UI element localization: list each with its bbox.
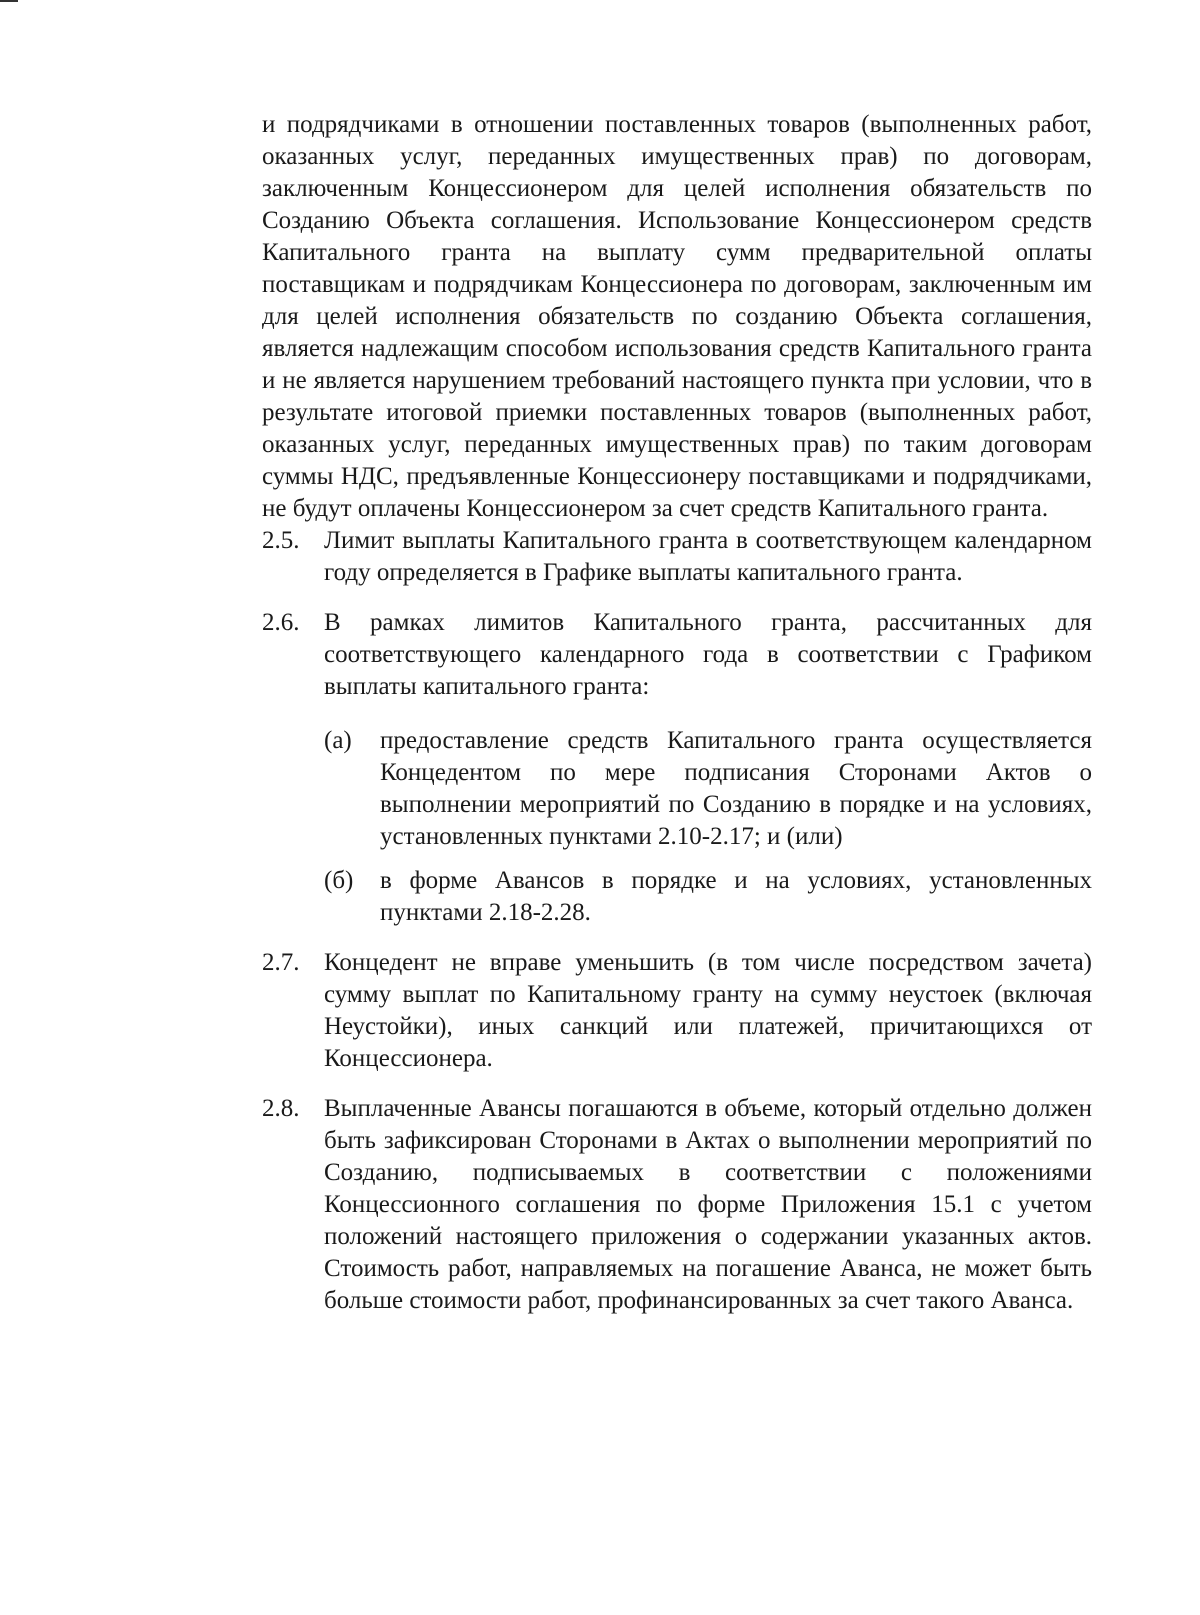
clause-2-5 bbox=[262, 525, 1092, 589]
clause-text: Лимит выплаты Капитального гранта в соответствующем календарном году определяется в Графике выплаты капитального гранта. bbox=[324, 527, 1092, 586]
clause-2-7 bbox=[262, 947, 1092, 1075]
clause-body bbox=[324, 1093, 1092, 1317]
scan-corner-mark bbox=[0, 0, 18, 2]
subitem-a bbox=[324, 725, 1092, 853]
clause-text: В рамках лимитов Капитального гранта, рассчитанных для соответствующего календарного года в соответствии с Графиком выплаты капитального гранта: bbox=[324, 609, 1092, 700]
subitem-letter: (б) bbox=[324, 867, 354, 894]
clause-text: Выплаченные Авансы погашаются в объеме, который отдельно должен быть зафиксирован Сторонами в Актах о выполнении мероприятий по Созданию, подписываемых в соответствии с положениями Концессионного соглашения по форме Приложения 15.1 с учетом положений настоящего приложения о содержании указанных актов. Стоимость работ, направляемых на погашение Аванса, не может быть больше стоимости работ, профинансированных за счет такого Аванса. bbox=[324, 1095, 1092, 1314]
subitem-text: предоставление средств Капитального гранта осуществляется Концедентом по мере подписания Сторонами Актов о выполнении мероприятий по Созданию в порядке и на условиях, установленных пунктами 2.10-2.17; и (или) bbox=[380, 727, 1092, 850]
continuation-paragraph: и подрядчиками в отношении поставленных товаров (выполненных работ, оказанных услуг, переданных имущественных прав) по договорам, заключенным Концессионером для целей исполнения обязательств по Созданию Объекта соглашения. Использование Концессионером средств Капитального гранта на выплату сумм предварительной оплаты поставщикам и подрядчикам Концессионера по договорам, заключенным им для целей исполнения обязательств по созданию Объекта соглашения, является надлежащим способом использования средств Капитального гранта и не является нарушением требований настоящего пункта при условии, что в результате итоговой приемки поставленных товаров (выполненных работ, оказанных услуг, переданных имущественных прав) по таким договорам суммы НДС, предъявленные Концессионеру поставщиками и подрядчиками, не будут оплачены Концессионером за счет средств Капитального гранта. bbox=[262, 111, 1092, 522]
subitem-body bbox=[380, 865, 1092, 929]
clause-2-8 bbox=[262, 1093, 1092, 1317]
clause-number: 2.8. bbox=[262, 1095, 300, 1122]
clause-body bbox=[324, 947, 1092, 1075]
clause-2-6 bbox=[262, 607, 1092, 929]
clause-text: Концедент не вправе уменьшить (в том числе посредством зачета) сумму выплат по Капитальному гранту на сумму неустоек (включая Неустойки), иных санкций или платежей, причитающихся от Концессионера. bbox=[324, 949, 1092, 1072]
subitem-text: в форме Авансов в порядке и на условиях, установленных пунктами 2.18-2.28. bbox=[380, 867, 1092, 926]
subitem-b bbox=[324, 865, 1092, 929]
clause-number: 2.6. bbox=[262, 609, 300, 636]
clause-number: 2.5. bbox=[262, 527, 300, 554]
clause-body bbox=[324, 607, 1092, 929]
document-body bbox=[262, 109, 1092, 1335]
clause-body bbox=[324, 525, 1092, 589]
clause-number: 2.7. bbox=[262, 949, 300, 976]
subitem-letter: (а) bbox=[324, 727, 352, 754]
subitem-body bbox=[380, 725, 1092, 853]
